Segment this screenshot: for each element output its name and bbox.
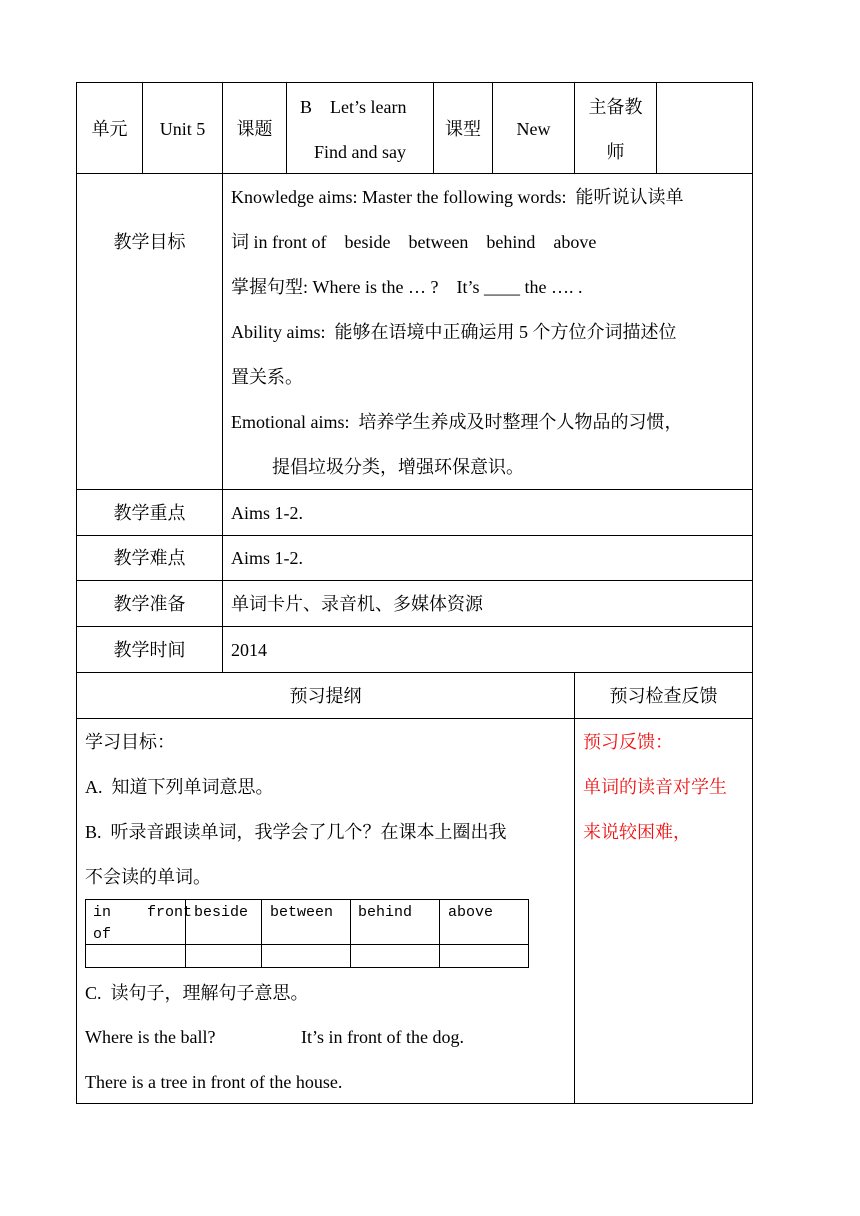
word-between: between (270, 904, 334, 921)
word-behind: behind (358, 904, 413, 921)
word-above: above (448, 904, 494, 921)
teacher-label-line-2: 师 (606, 142, 625, 162)
objective-line-1: Knowledge aims: Master the following words: 能听说认读单 (231, 187, 684, 207)
preview-outline-header: 预习提纲 (289, 686, 362, 706)
item-c: C. 读句子，理解句子意思。 (85, 983, 309, 1003)
sentence-1-answer: It’s in front of the dog. (301, 1027, 464, 1047)
time-label: 教学时间 (113, 640, 186, 660)
word-in-front: in front (93, 904, 193, 921)
item-b-line-2: 不会读的单词。 (85, 867, 211, 887)
objectives-label: 教学目标 (113, 232, 186, 252)
focus-value: Aims 1-2. (231, 503, 303, 523)
item-a: A. 知道下列单词意思。 (85, 777, 274, 797)
preparation-value: 单词卡片、录音机、多媒体资源 (231, 594, 483, 614)
feedback-line-2: 来说较困难， (583, 822, 691, 842)
feedback-title: 预习反馈： (583, 732, 673, 752)
type-value: New (516, 119, 551, 139)
word-in-front-of: of (93, 926, 112, 943)
objective-line-7: 提倡垃圾分类，增强环保意识。 (272, 457, 524, 477)
unit-label: 单元 (91, 119, 128, 139)
preview-feedback-header: 预习检查反馈 (609, 686, 718, 706)
objective-line-6: Emotional aims: 培养学生养成及时整理个人物品的习惯， (231, 412, 683, 432)
objective-line-5: 置关系。 (231, 367, 303, 387)
sentence-1-question: Where is the ball? (85, 1027, 216, 1047)
objective-line-3: 掌握句型: Where is the … ? It’s ____ the …. . (231, 277, 583, 297)
objective-line-2: 词 in front of beside between behind above (231, 232, 597, 252)
topic-line-2: Find and say (314, 142, 406, 162)
topic-label: 课题 (236, 119, 273, 139)
objective-line-4: Ability aims: 能够在语境中正确运用 5 个方位介词描述位 (231, 322, 677, 342)
sentence-2: There is a tree in front of the house. (85, 1072, 343, 1092)
goal-title: 学习目标： (85, 732, 175, 752)
preparation-label: 教学准备 (113, 594, 186, 614)
teacher-label-line-1: 主备教 (588, 97, 643, 117)
type-label: 课型 (445, 119, 481, 139)
focus-label: 教学重点 (113, 503, 186, 523)
item-b-line-1: B. 听录音跟读单词，我学会了几个？在课本上圈出我 (85, 822, 507, 842)
difficulty-value: Aims 1-2. (231, 548, 303, 568)
word-beside: beside (194, 904, 249, 921)
topic-line-1: B Let’s learn (300, 97, 407, 117)
feedback-line-1: 单词的读音对学生 (583, 777, 727, 797)
time-value: 2014 (231, 640, 267, 660)
unit-value: Unit 5 (159, 119, 206, 139)
difficulty-label: 教学难点 (113, 548, 186, 568)
